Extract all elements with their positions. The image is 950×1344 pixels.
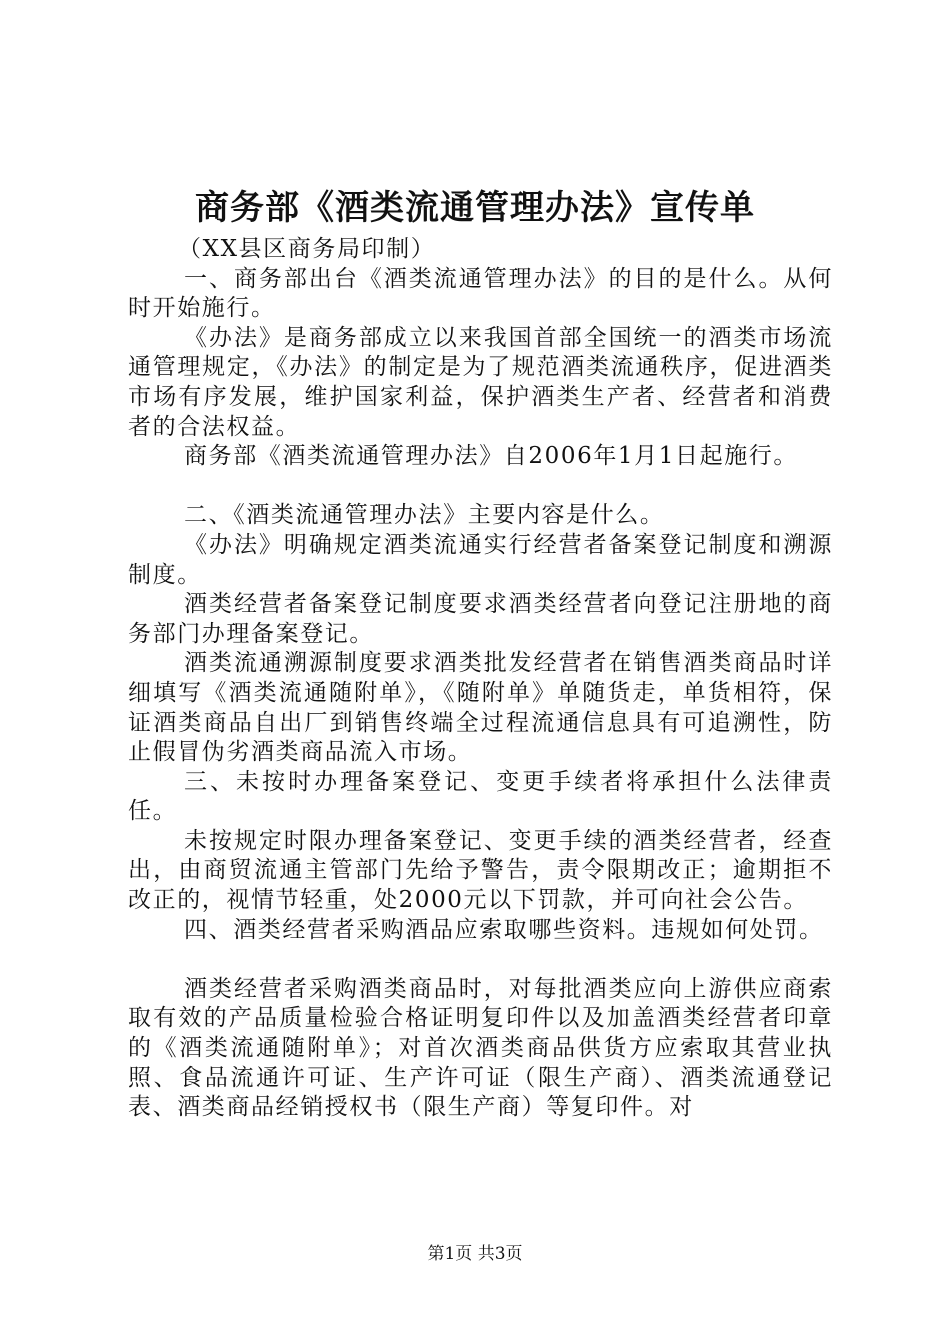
document-body (128, 235, 833, 1123)
document-title: 商务部《酒类流通管理办法》宣传单 (195, 188, 755, 228)
paragraph-gap (128, 945, 833, 975)
paragraph: 《办法》明确规定酒类流通实行经营者备案登记制度和溯源制度。 (128, 531, 833, 588)
paragraph: 酒类流通溯源制度要求酒类批发经营者在销售酒类商品时详细填写《酒类流通随附单》，《随附单》单随货走，单货相符，保证酒类商品自出厂到销售终端全过程流通信息具有可追溯性，防止假冒伪劣酒类商品流入市场。 (128, 650, 833, 766)
paragraph: 酒类经营者采购酒类商品时，对每批酒类应向上游供应商索取有效的产品质量检验合格证明复印件以及加盖酒类经营者印章的《酒类流通随附单》；对首次酒类商品供货方应索取其营业执照、食品流通许可证、生产许可证（限生产商）、酒类流通登记表、酒类商品经销授权书（限生产商）等复印件。对 (128, 975, 833, 1121)
paragraph: 未按规定时限办理备案登记、变更手续的酒类经营者，经查出，由商贸流通主管部门先给予警告，责令限期改正；逾期拒不改正的，视情节轻重，处2000元以下罚款，并可向社会公告。 (128, 827, 833, 914)
section-2-heading: 二、《酒类流通管理办法》主要内容是什么。 (184, 502, 665, 529)
page-number: 第1页 共3页 (427, 1244, 523, 1264)
paragraph: 商务部《酒类流通管理办法》自2006年1月1日起施行。 (184, 443, 798, 470)
section-1-heading: 一、商务部出台《酒类流通管理办法》的目的是什么。从何时开始施行。 (128, 265, 833, 322)
paragraph-gap (128, 472, 833, 502)
section-3-heading: 三、未按时办理备案登记、变更手续者将承担什么法律责任。 (128, 768, 833, 825)
section-4-heading: 四、酒类经营者采购酒品应索取哪些资料。违规如何处罚。 (184, 916, 824, 943)
paragraph: 《办法》是商务部成立以来我国首部全国统一的酒类市场流通管理规定，《办法》的制定是为了规范酒类流通秩序，促进酒类市场有序发展，维护国家利益，保护酒类生产者、经营者和消费者的合法权益。 (128, 324, 833, 440)
paragraph: 酒类经营者备案登记制度要求酒类经营者向登记注册地的商务部门办理备案登记。 (128, 591, 833, 647)
subtitle: （XX县区商务局印制） (178, 236, 436, 262)
